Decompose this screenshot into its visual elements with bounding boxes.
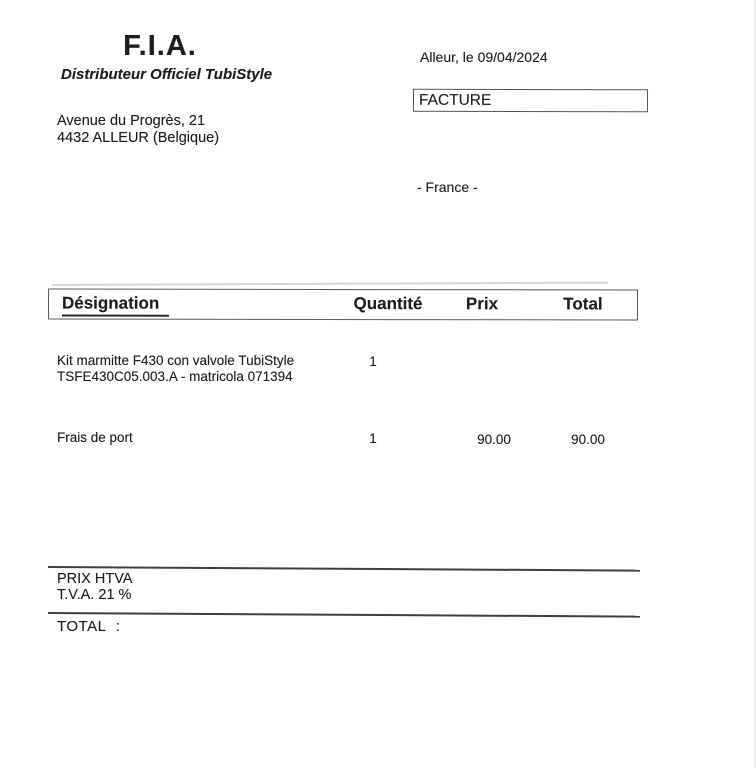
table-header-shadow-line (52, 282, 608, 286)
summary-divider-total (48, 612, 640, 618)
country-label: - France - (417, 179, 478, 195)
company-name: F.I.A. (123, 30, 197, 62)
address-line-1: Avenue du Progrès, 21 (57, 113, 206, 129)
row2-quantity: 1 (369, 431, 377, 446)
column-header-price: Prix (465, 294, 499, 314)
row1-quantity: 1 (369, 354, 377, 369)
row1-designation-line2: TSFE430C05.003.A - matricola 071394 (57, 369, 293, 384)
price-htva-label: PRIX HTVA (57, 571, 133, 587)
document-type-label: FACTURE (418, 91, 492, 109)
row2-price: 90.00 (477, 432, 511, 447)
vat-label: T.V.A. 21 % (57, 587, 132, 603)
column-header-designation: Désignation (62, 294, 169, 317)
row1-designation-line1: Kit marmitte F430 con valvole TubiStyle (57, 353, 295, 368)
table-header (48, 288, 638, 320)
invoice-date: Alleur, le 09/04/2024 (420, 49, 548, 65)
company-tagline: Distributeur Officiel TubiStyle (61, 66, 273, 83)
address-line-2: 4432 ALLEUR (Belgique) (57, 130, 220, 146)
row2-total: 90.00 (571, 432, 605, 447)
document-type-box (413, 89, 648, 113)
row2-designation-line1: Frais de port (57, 430, 133, 445)
column-header-quantity: Quantité (353, 294, 423, 314)
total-label: TOTAL : (57, 618, 121, 635)
column-header-total: Total (563, 294, 603, 314)
summary-divider-top (48, 566, 640, 572)
